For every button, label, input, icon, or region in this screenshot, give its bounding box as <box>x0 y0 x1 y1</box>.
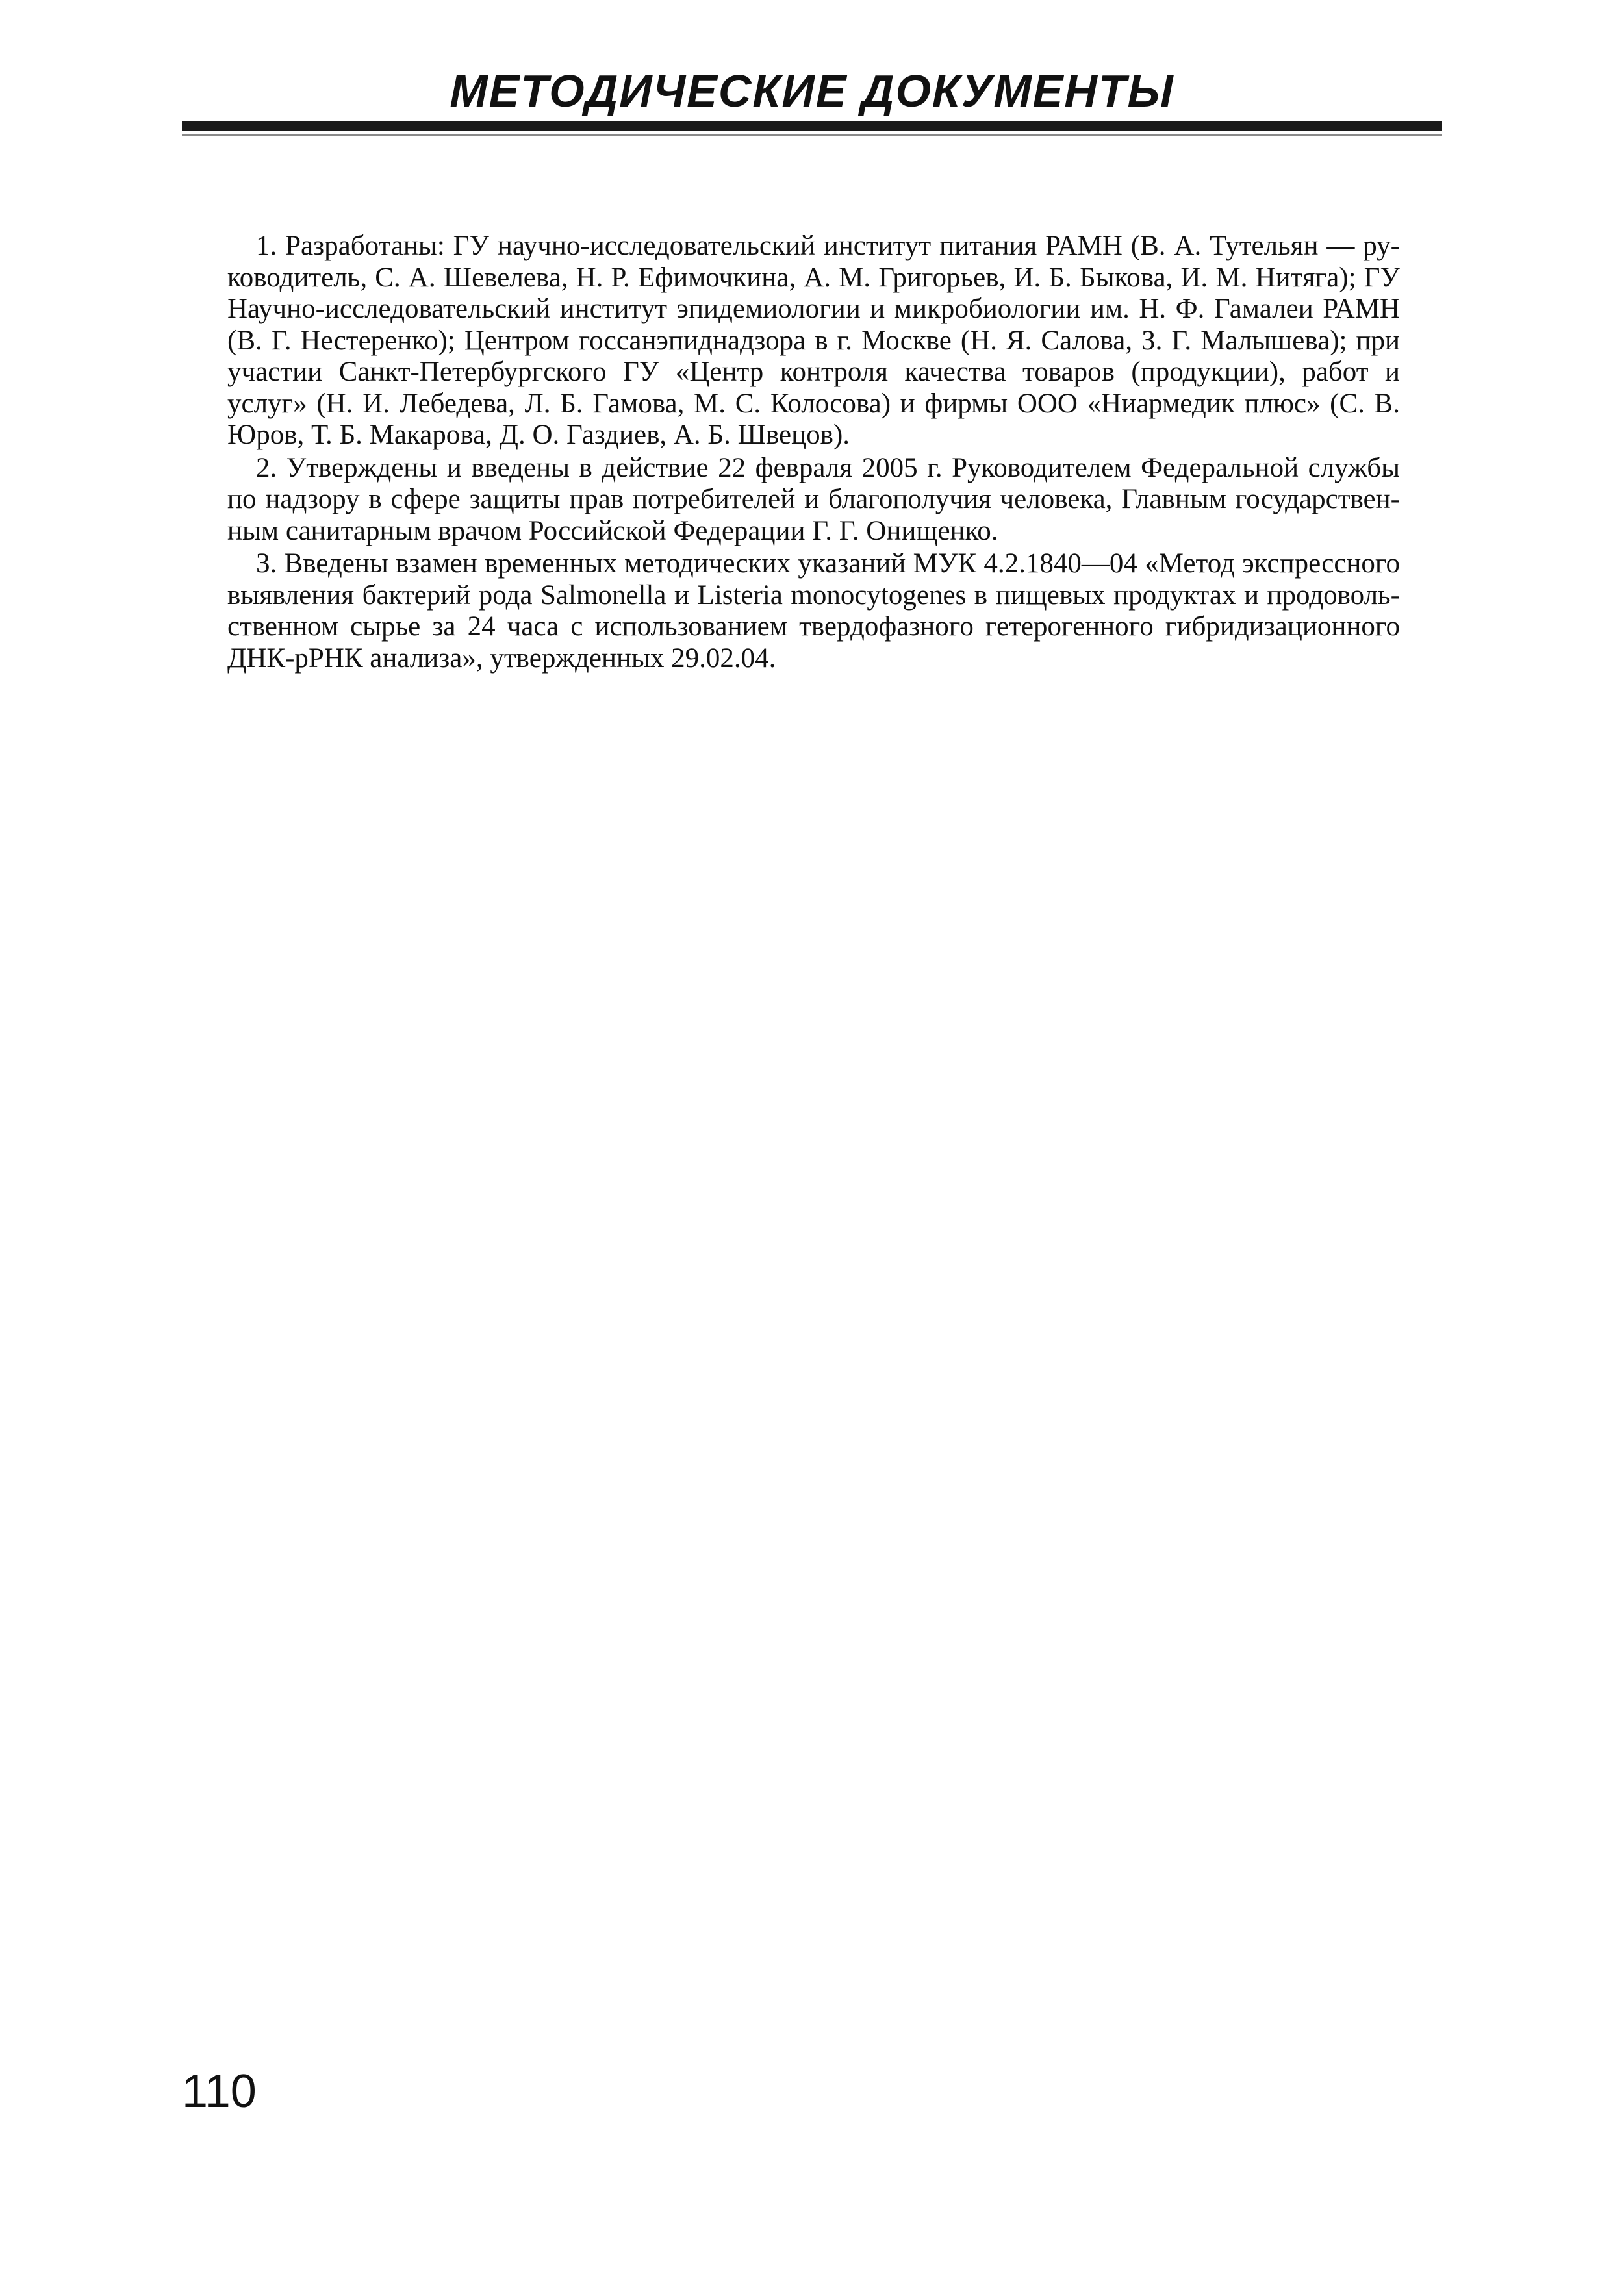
document-body <box>227 231 1400 675</box>
paragraph-developers: 1. Разработаны: ГУ научно-исследовательский институт питания РАМН (В. А. Тутельян — руководитель, С. А. Шевелева, Н. Р. Ефимочкина, А. М. Григорьев, И. Б. Быкова, И. М. Нитяга); ГУ Научно-исследовательский институт эпидемиологии и микробиологии им. Н. Ф. Гамалеи РАМН (В. Г. Нестеренко); Центром госсанэпиднадзора в г. Москве (Н. Я. Салова, З. Г. Малышева); при участии Санкт-Петербургского ГУ «Центр контроля качества товаров (продукции), работ и услуг» (Н. И. Лебедева, Л. Б. Гамова, М. С. Колосова) и фирмы ООО «Ниармедик плюс» (С. В. Юров, Т. Б. Макарова, Д. О. Газдиев, А. Б. Швецов). <box>227 231 1400 450</box>
page-number: 110 <box>182 2065 257 2117</box>
paragraph-replacement: 3. Введены взамен временных методических указаний МУК 4.2.1840—04 «Метод экспрессного выявления бактерий рода Salmonella и Listeria monocytogenes в пищевых продуктах и продовольственном сырье за 24 часа с использованием твердофазного гетерогенного гибридизационного ДНК-рРНК анализа», утвержденных 29.02.04. <box>227 548 1400 674</box>
running-header-title: МЕТОДИЧЕСКИЕ ДОКУМЕНТЫ <box>450 66 1174 116</box>
paragraph-approval: 2. Утверждены и введены в действие 22 февраля 2005 г. Руководителем Федеральной службы по надзору в сфере защиты прав потребителей и благополучия человека, Главным государственным санитарным врачом Российской Федерации Г. Г. Онищенко. <box>227 452 1400 546</box>
header-rule-thin <box>182 134 1442 136</box>
header-rule-thick <box>182 121 1442 131</box>
